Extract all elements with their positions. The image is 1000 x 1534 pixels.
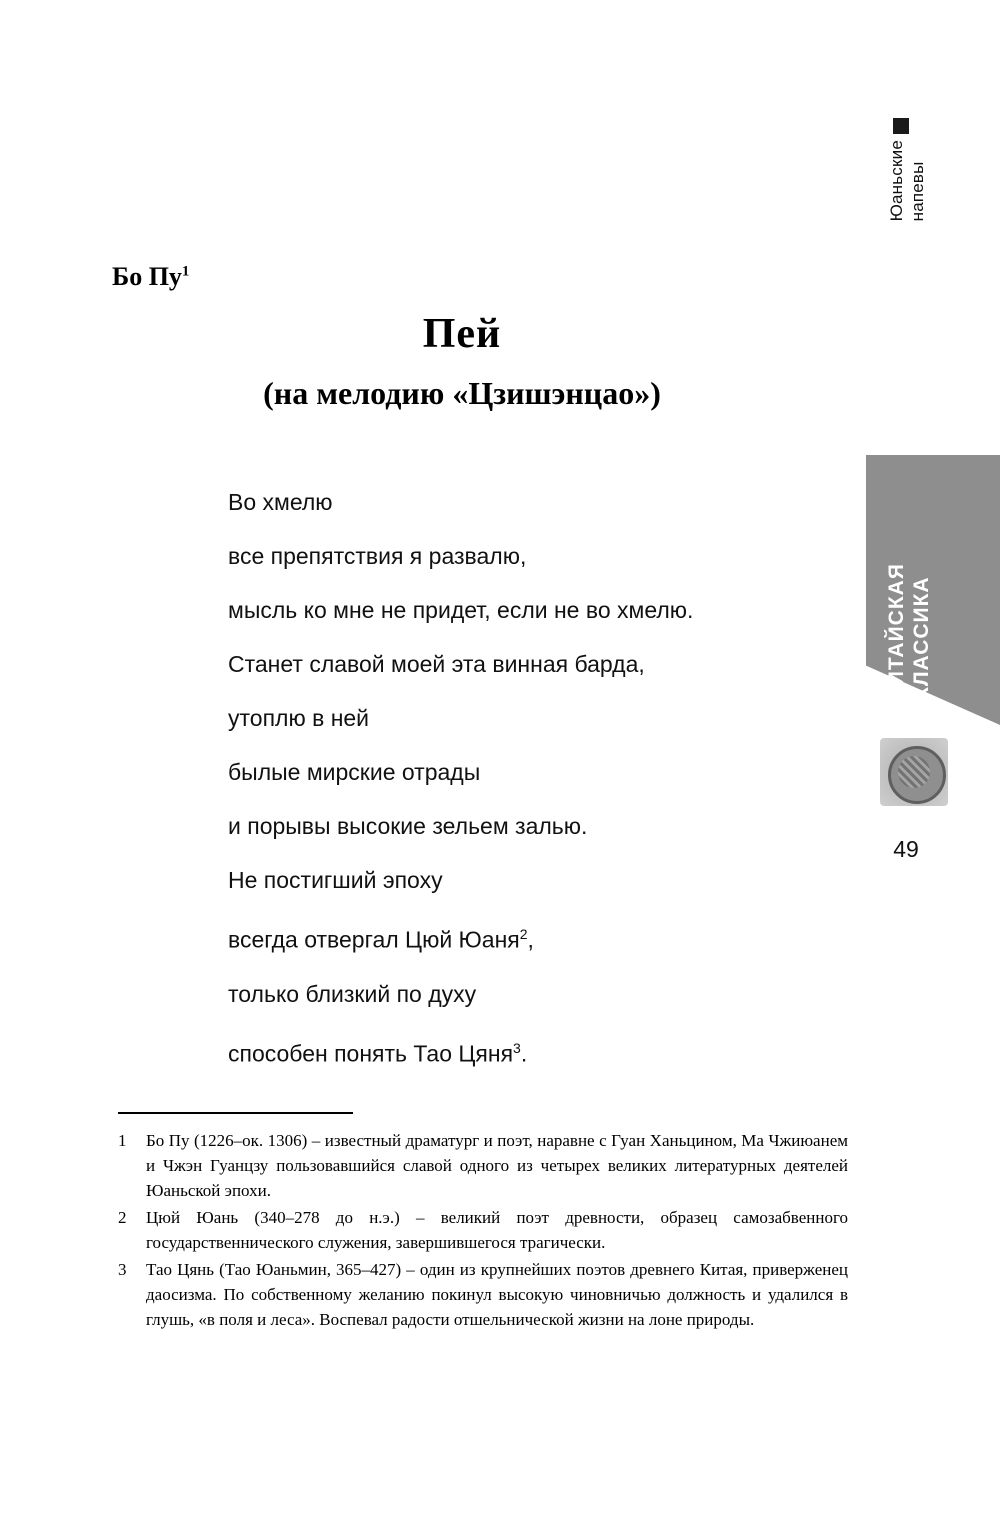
footnote-item bbox=[118, 1205, 848, 1255]
poem-line bbox=[228, 812, 848, 840]
page-title: Пей bbox=[422, 311, 502, 357]
poem-footnote-ref: 2 bbox=[519, 926, 528, 942]
poem-line bbox=[228, 980, 848, 1008]
poem-line bbox=[228, 920, 848, 954]
poem-line bbox=[228, 650, 848, 678]
footnotes-block bbox=[118, 1128, 848, 1334]
poem-line bbox=[228, 758, 848, 786]
footnote-number: 3 bbox=[118, 1260, 127, 1279]
series-label-line-1: Юаньские bbox=[887, 140, 906, 222]
footnote-text: Бо Пу (1226–ок. 1306) – известный драматург и поэт, наравне с Гуан Ханьцином, Ма Чжиюанем и Чжэн Гуанцзу пользовавшийся славой одного из четырех великих литературных деятелей Юаньской эпохи. bbox=[146, 1131, 848, 1200]
poem-line bbox=[228, 596, 848, 624]
square-marker-icon bbox=[893, 118, 909, 134]
poem-line-text: все препятствия я развалю, bbox=[228, 543, 527, 569]
footnote-divider bbox=[118, 1112, 353, 1114]
poem-body bbox=[228, 488, 848, 1093]
poem-line-text: и порывы высокие зельем залью. bbox=[228, 813, 588, 839]
poem-line-text: Во хмелю bbox=[228, 489, 333, 515]
footnote-item bbox=[118, 1128, 848, 1203]
poem-line bbox=[228, 488, 848, 516]
poem-line-text: Не постигший эпоху bbox=[228, 867, 443, 893]
seal-glyph bbox=[898, 756, 930, 788]
series-band-line-1: КИТАЙСКАЯ bbox=[885, 563, 908, 700]
series-band-label bbox=[884, 470, 934, 700]
footnote-number: 1 bbox=[118, 1131, 127, 1150]
poem-line-text: мысль ко мне не придет, если не во хмелю. bbox=[228, 597, 694, 623]
author-name bbox=[112, 262, 189, 292]
author-name-text: Бо Пу bbox=[112, 262, 182, 291]
poem-line-text: былые мирские отрады bbox=[228, 759, 481, 785]
poem-line bbox=[228, 866, 848, 894]
footnote-text: Тао Цянь (Тао Юаньмин, 365–427) – один из крупнейших поэтов древнего Китая, приверженец даосизма. По собственному желанию покинул высокую чиновничью должность и удалился в глушь, «в поля и леса». Воспевал радости отшельнической жизни на лоне природы. bbox=[146, 1260, 848, 1329]
footnote-item bbox=[118, 1257, 848, 1332]
series-label-vertical bbox=[886, 140, 1000, 221]
poem-line-text: Станет славой моей эта винная барда, bbox=[228, 651, 645, 677]
series-band-line-2: КЛАССИКА bbox=[910, 576, 933, 700]
poem-line-text: всегда отвергал Цюй Юаня bbox=[228, 926, 520, 953]
seal-emblem-icon bbox=[880, 738, 948, 806]
author-footnote-ref: 1 bbox=[181, 263, 190, 280]
poem-line-text: только близкий по духу bbox=[228, 980, 477, 1007]
poem-line bbox=[228, 704, 848, 732]
series-label-line-2: напевы bbox=[908, 161, 927, 222]
poem-line bbox=[228, 1034, 848, 1068]
page-number: 49 bbox=[893, 836, 919, 862]
poem-footnote-ref: 3 bbox=[513, 1039, 521, 1056]
footnote-text: Цюй Юань (340–278 до н.э.) – великий поэт древности, образец самозабвенного государственнического служения, завершившегося трагически. bbox=[146, 1208, 848, 1252]
poem-line bbox=[228, 542, 848, 570]
poem-line-tail: . bbox=[520, 1040, 528, 1067]
poem-line-text: утоплю в ней bbox=[228, 705, 370, 731]
page-subtitle: (на мелодию «Цзишэнцао») bbox=[263, 375, 661, 411]
poem-line-tail: , bbox=[527, 926, 534, 953]
footnote-number: 2 bbox=[118, 1208, 127, 1227]
poem-line-text: способен понять Тао Цяня bbox=[228, 1040, 514, 1067]
